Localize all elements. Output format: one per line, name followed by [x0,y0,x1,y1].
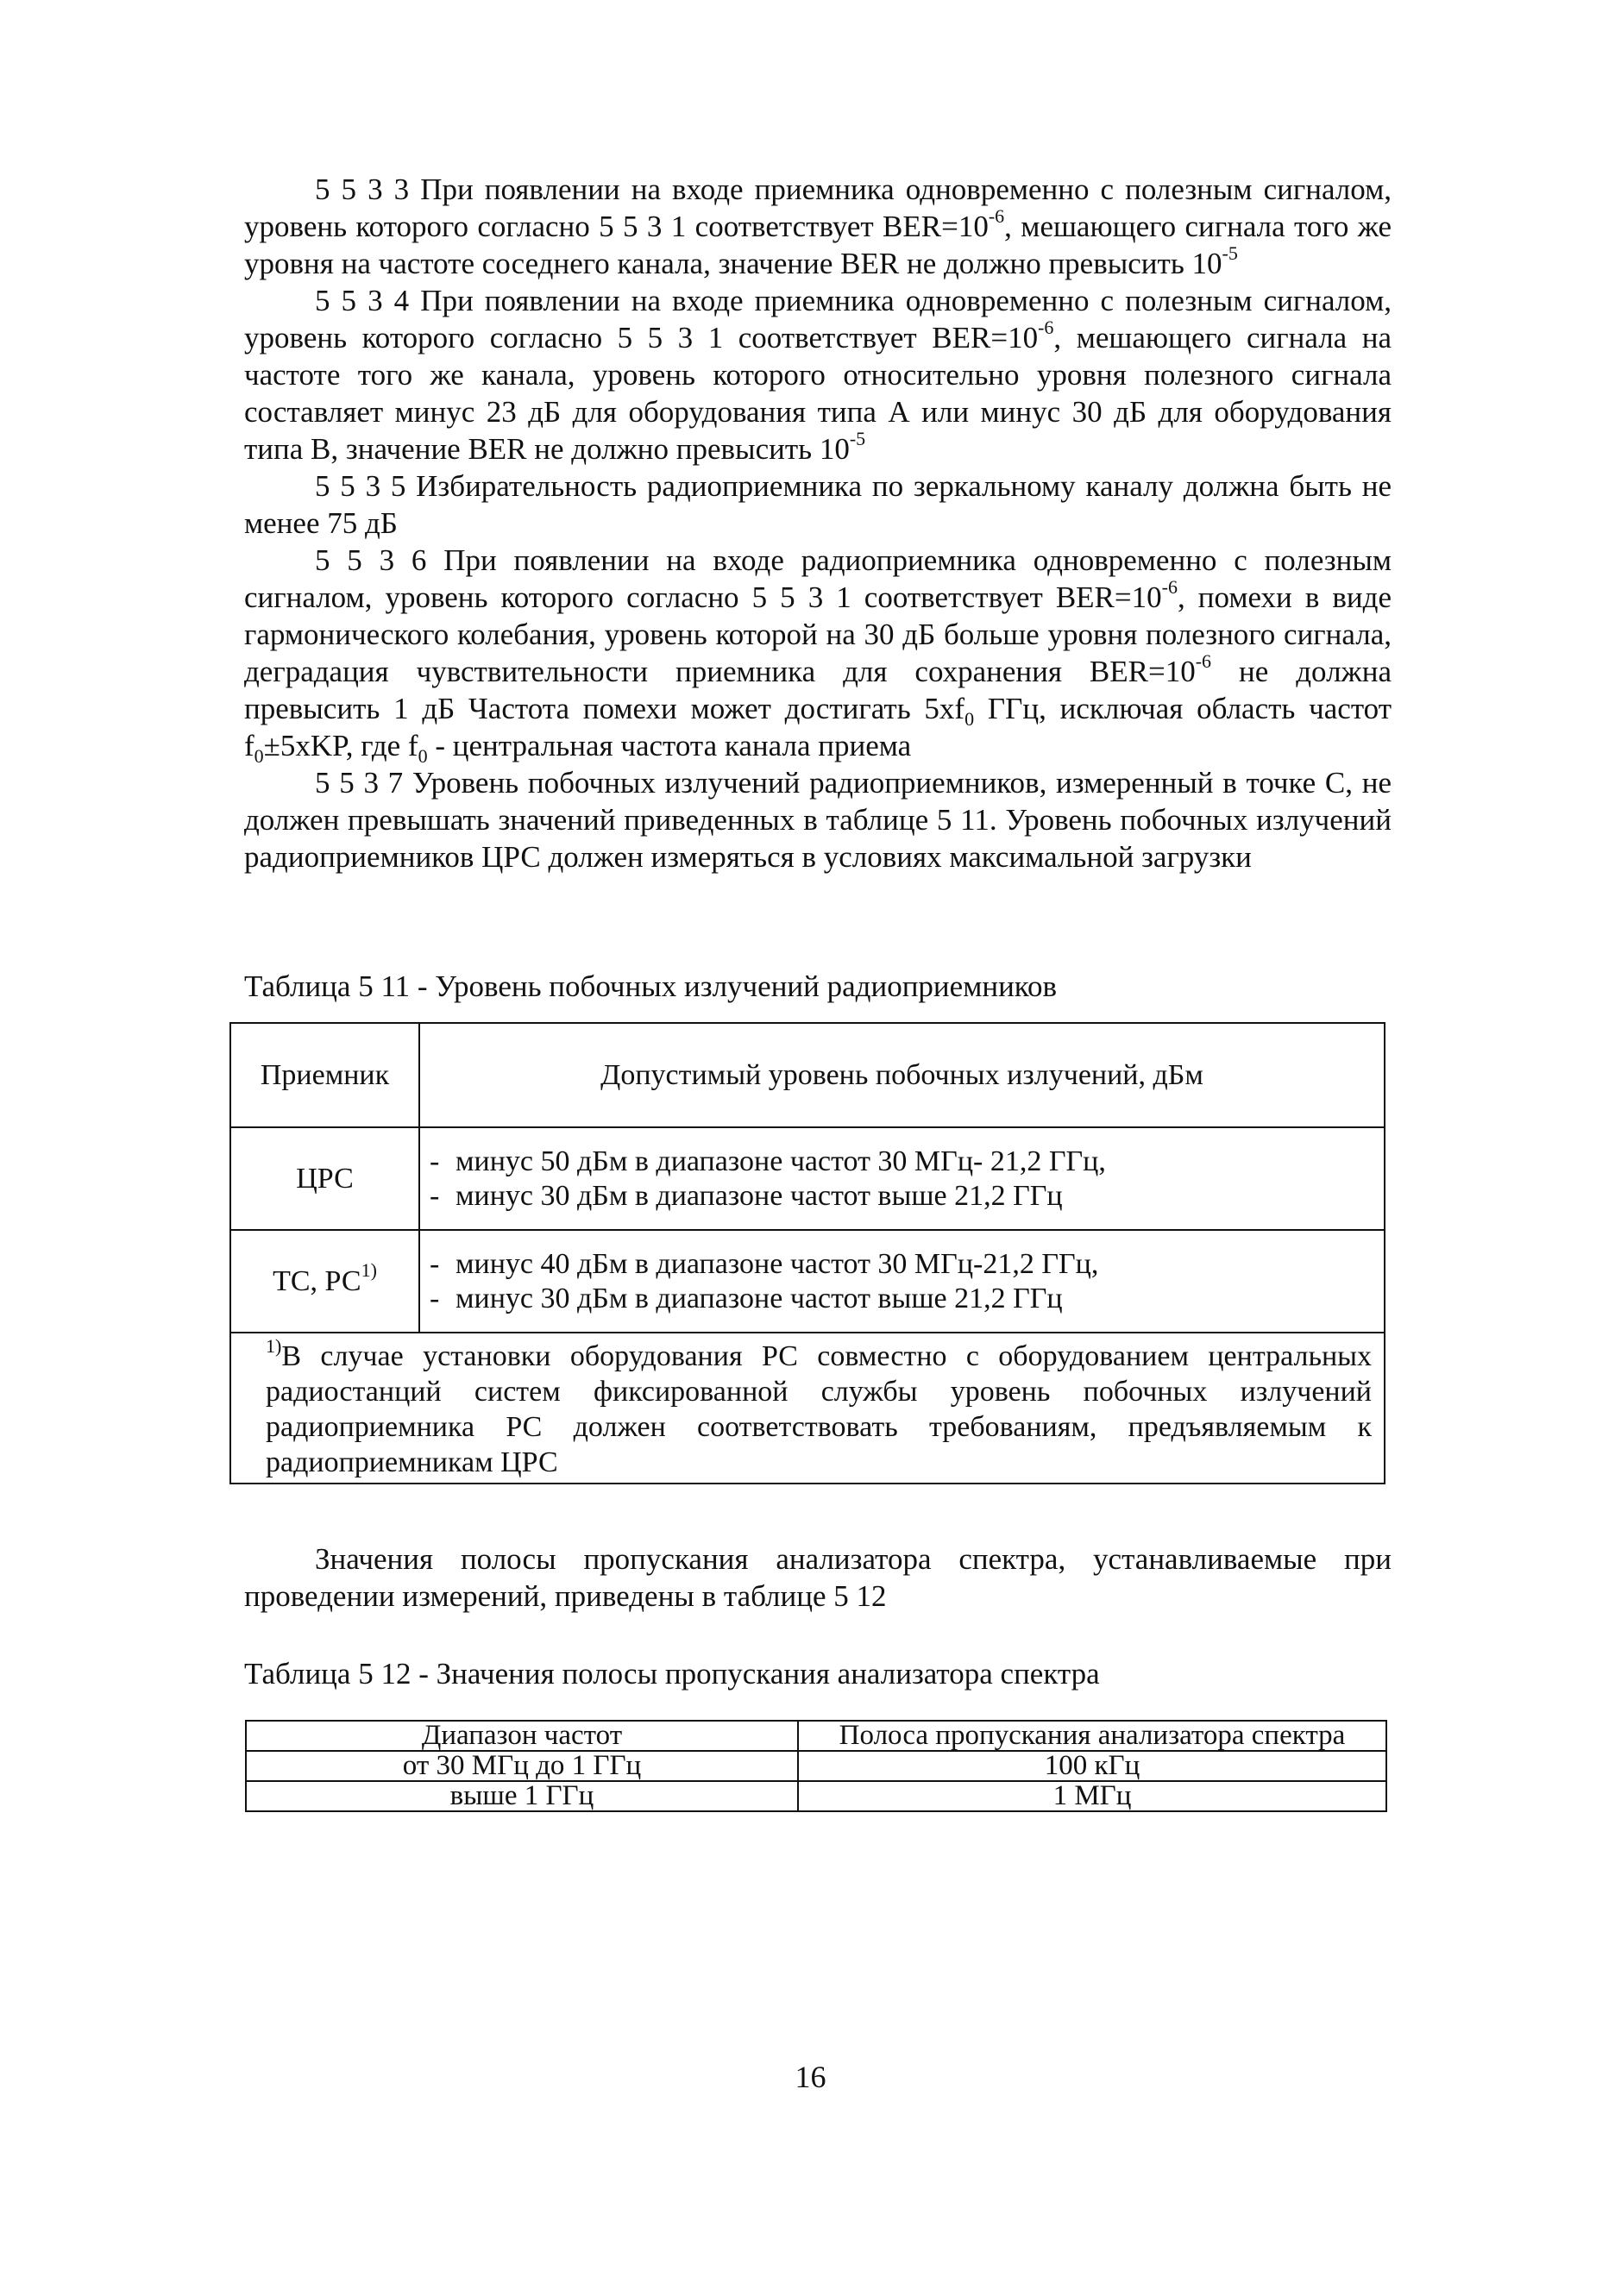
paragraph-5533 [244,171,1392,282]
subscript: 0 [418,745,428,767]
receiver-cell [230,1230,419,1333]
column-header-bandwidth: Полоса пропускания анализатора спектра [798,1721,1386,1751]
subscript: 0 [964,708,975,730]
table-cell: 100 кГц [798,1751,1386,1781]
footnote-marker: 1) [266,1334,282,1357]
table-cell: выше 1 ГГц [246,1781,798,1811]
table-cell: 1 МГц [798,1781,1386,1811]
table-512 [245,1720,1387,1812]
table-row [246,1751,1386,1781]
receiver-name: ЦРС [296,1162,354,1195]
text-span: , мешающего сигнала на частоте того же канала, уровень которого относительно уровня полезного сигнала составляет минус 23 дБ для оборудования типа А или минус 30 дБ для оборудования типа В, значение BER не должно превысить 10 [244,321,1392,466]
text-span: не должна превысить 1 дБ Частота помехи может достигать 5xf [244,655,1392,725]
superscript: -6 [1038,317,1054,339]
paragraph-5534 [244,282,1392,467]
table-row [246,1781,1386,1811]
receiver-name: ТС, РС [273,1264,361,1297]
table-511 [229,1022,1385,1484]
table-row [230,1230,1385,1333]
table-note-row [230,1333,1385,1484]
text-span: ГГц, исключая область частот f [244,692,1392,762]
paragraph-5537: 5 5 3 7 Уровень побочных излучений радиоприемников, измеренный в точке С, не должен превышать значений приведенных в таблице 5 11. Уровень побочных излучений радиоприемников ЦРС должен измеряться в условиях максимальной загрузки [244,766,1392,874]
column-header-receiver: Приемник [230,1023,419,1127]
list-item: - минус 50 дБм в диапазоне частот 30 МГц- 21,2 ГГц, [456,1145,1383,1179]
table-row [230,1127,1385,1230]
list-item: - минус 40 дБм в диапазоне частот 30 МГц-21,2 ГГц, [456,1247,1383,1282]
text-span: 5 5 3 6 При появлении на входе радиоприемника одновременно с полезным сигналом, уровень которого согласно 5 5 3 1 соответствует BER=10 [244,543,1392,614]
superscript: -6 [1195,650,1212,673]
column-header-range: Диапазон частот [246,1721,798,1751]
table-511-caption: Таблица 5 11 - Уровень побочных излучений радиоприемников [244,969,1058,1003]
list-item: - минус 30 дБм в диапазоне частот выше 21,2 ГГц [456,1282,1383,1316]
table-512-caption: Таблица 5 12 - Значения полосы пропускания анализатора спектра [244,1657,1100,1691]
footnote-text: В случае установки оборудования РС совместно с оборудованием центральных радиостанций систем фиксированной службы уровень побочных излучений радиоприемника РС должен соответствовать требованиям, предъявляемым к радиоприемникам ЦРС [266,1340,1372,1478]
text-span: , мешающего сигнала того же уровня на частоте соседнего канала, значение BER не должно превысить 10 [244,210,1392,280]
text-span: 5 5 3 3 При появлении на входе приемника одновременно с полезным сигналом, уровень которого согласно 5 5 3 1 соответствует BER=10 [244,173,1392,243]
text-span: 5 5 3 4 При появлении на входе приемника одновременно с полезным сигналом, уровень которого согласно 5 5 3 1 соответствует BER=10 [244,284,1392,354]
level-cell [419,1127,1385,1230]
text-span: , помехи в виде гармонического колебания, уровень которой на 30 дБ больше уровня полезного сигнала, деградация чувствительности приемника для сохранения BER=10 [244,580,1392,688]
table-footnote [230,1333,1385,1484]
body-text-top [244,171,1392,875]
paragraph-5535: 5 5 3 5 Избирательность радиоприемника по зеркальному каналу должна быть не менее 75 дБ [244,469,1392,540]
table-header-row [246,1721,1386,1751]
body-text-mid [244,1540,1392,1615]
subscript: 0 [254,745,264,767]
superscript: -5 [1222,242,1238,265]
page-number: 16 [795,2060,826,2094]
list-item: - минус 30 дБм в диапазоне частот выше 21,2 ГГц [456,1179,1383,1214]
level-cell [419,1230,1385,1333]
superscript: -6 [1161,576,1178,599]
superscript: -5 [849,428,866,450]
superscript: -6 [988,205,1005,228]
table-cell: от 30 МГц до 1 ГГц [246,1751,798,1781]
column-header-level: Допустимый уровень побочных излучений, дБм [419,1023,1385,1127]
superscript: 1) [361,1259,377,1282]
receiver-cell [230,1127,419,1230]
paragraph-5536 [244,542,1392,767]
paragraph-spectrum: Значения полосы пропускания анализатора спектра, устанавливаемые при проведении измерений, приведены в таблице 5 12 [244,1542,1392,1613]
table-header-row [230,1023,1385,1127]
text-span: - центральная частота канала приема [427,729,912,762]
text-span: ±5xKP, где f [263,729,418,762]
